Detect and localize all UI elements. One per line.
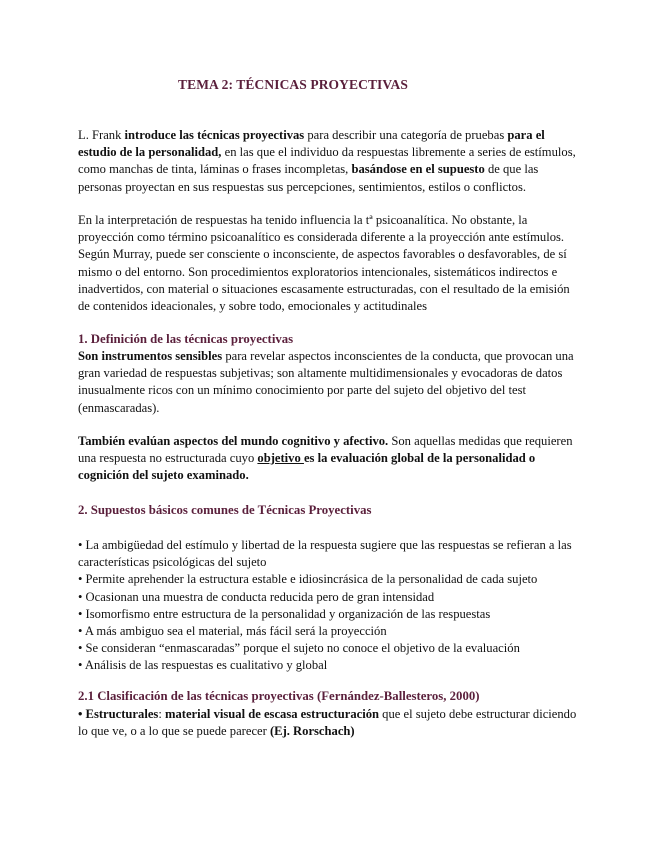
bold-text: para el estudio de la personalidad, — [78, 128, 545, 160]
text: L. Frank — [78, 128, 125, 142]
section-1-paragraph-2 — [78, 433, 578, 485]
text: en las que el individuo da respuestas libremente a series de estímulos, como manchas de tinta, láminas o frases incompletas, — [78, 145, 576, 177]
list-item: • La ambigüedad del estímulo y libertad de la respuesta sugiere que las respuestas se refieran a las características psicológicas del sujeto — [78, 538, 572, 570]
text: de que las personas proyectan en sus respuestas sus percepciones, sentimientos, estilos o conflictos. — [78, 162, 539, 194]
list-item: • Análisis de las respuestas es cualitativo y global — [78, 658, 328, 673]
bold-text: introduce las técnicas proyectivas — [124, 128, 305, 142]
bold-text: es la evaluación global de la personalidad o cognición del sujeto examinado. — [78, 451, 536, 483]
list-item: • Isomorfismo entre estructura de la personalidad y organización de las respuestas — [78, 606, 491, 621]
section-2-heading: 2. Supuestos básicos comunes de Técnicas Proyectivas — [78, 503, 372, 517]
bold-text: (Ej. Rorschach) — [269, 724, 355, 739]
document-title: TEMA 2: TÉCNICAS PROYECTIVAS — [178, 77, 408, 92]
bold-text: basándose en el supuesto — [351, 162, 485, 177]
intro-paragraph-2: En la interpretación de respuestas ha tenido influencia la tª psicoanalítica. No obstante, la proyección como término psicoanalítico es considerada diferente a la proyección ante estímulos. Según Murray, puede ser consciente o inconsciente, de aspectos favorables o desfavorables, de sí mismo o del entorno. Son procedimientos exploratorios intencionales, sistemáticos indirectos e inadvertidos, con material o situaciones escasamente estructuradas, con el resultado de la emisión de contenidos ideacionales, y sobre todo, emocionales y actitudinales — [78, 213, 570, 314]
underlined-text: objetivo — [257, 451, 304, 466]
text: Son aquellas medidas que requieren una respuesta no estructurada cuyo — [78, 434, 573, 466]
section-2-1-paragraph — [78, 706, 578, 740]
section-2-1-heading: 2.1 Clasificación de las técnicas proyectivas (Fernández-Ballesteros, 2000) — [78, 689, 480, 703]
text: para revelar aspectos inconscientes de la conducta, que provocan una gran variedad de respuestas subjetivas; son altamente multidimensionales y evocadoras de datos inusualmente ricos con un mínimo conocimiento por parte del sujeto del objetivo del test (enmascaradas). — [78, 349, 574, 415]
list-item: • Permite aprehender la estructura estable e idiosincrásica de la personalidad de cada sujeto — [78, 572, 538, 587]
bold-text: Son instrumentos sensibles — [78, 349, 223, 363]
bold-text: • Estructurales — [78, 707, 159, 721]
bold-text: material visual de escasa estructuración — [164, 707, 380, 721]
list-item: • Ocasionan una muestra de conducta reducida pero de gran intensidad — [78, 589, 435, 604]
assumptions-list — [78, 537, 578, 675]
text: que el sujeto debe estructurar diciendo lo que ve, o a lo que se puede parecer — [78, 707, 577, 739]
intro-paragraph-1 — [78, 127, 578, 196]
text: : — [158, 707, 165, 721]
list-item: • Se consideran “enmascaradas” porque el sujeto no conoce el objetivo de la evaluación — [78, 641, 520, 656]
section-1-paragraph-1 — [78, 348, 578, 417]
bold-text: También evalúan aspectos del mundo cognitivo y afectivo. — [78, 434, 389, 448]
list-item: • A más ambiguo sea el material, más fácil será la proyección — [78, 624, 387, 639]
section-1-heading: 1. Definición de las técnicas proyectivas — [78, 332, 294, 346]
text: para describir una categoría de pruebas — [304, 128, 508, 142]
